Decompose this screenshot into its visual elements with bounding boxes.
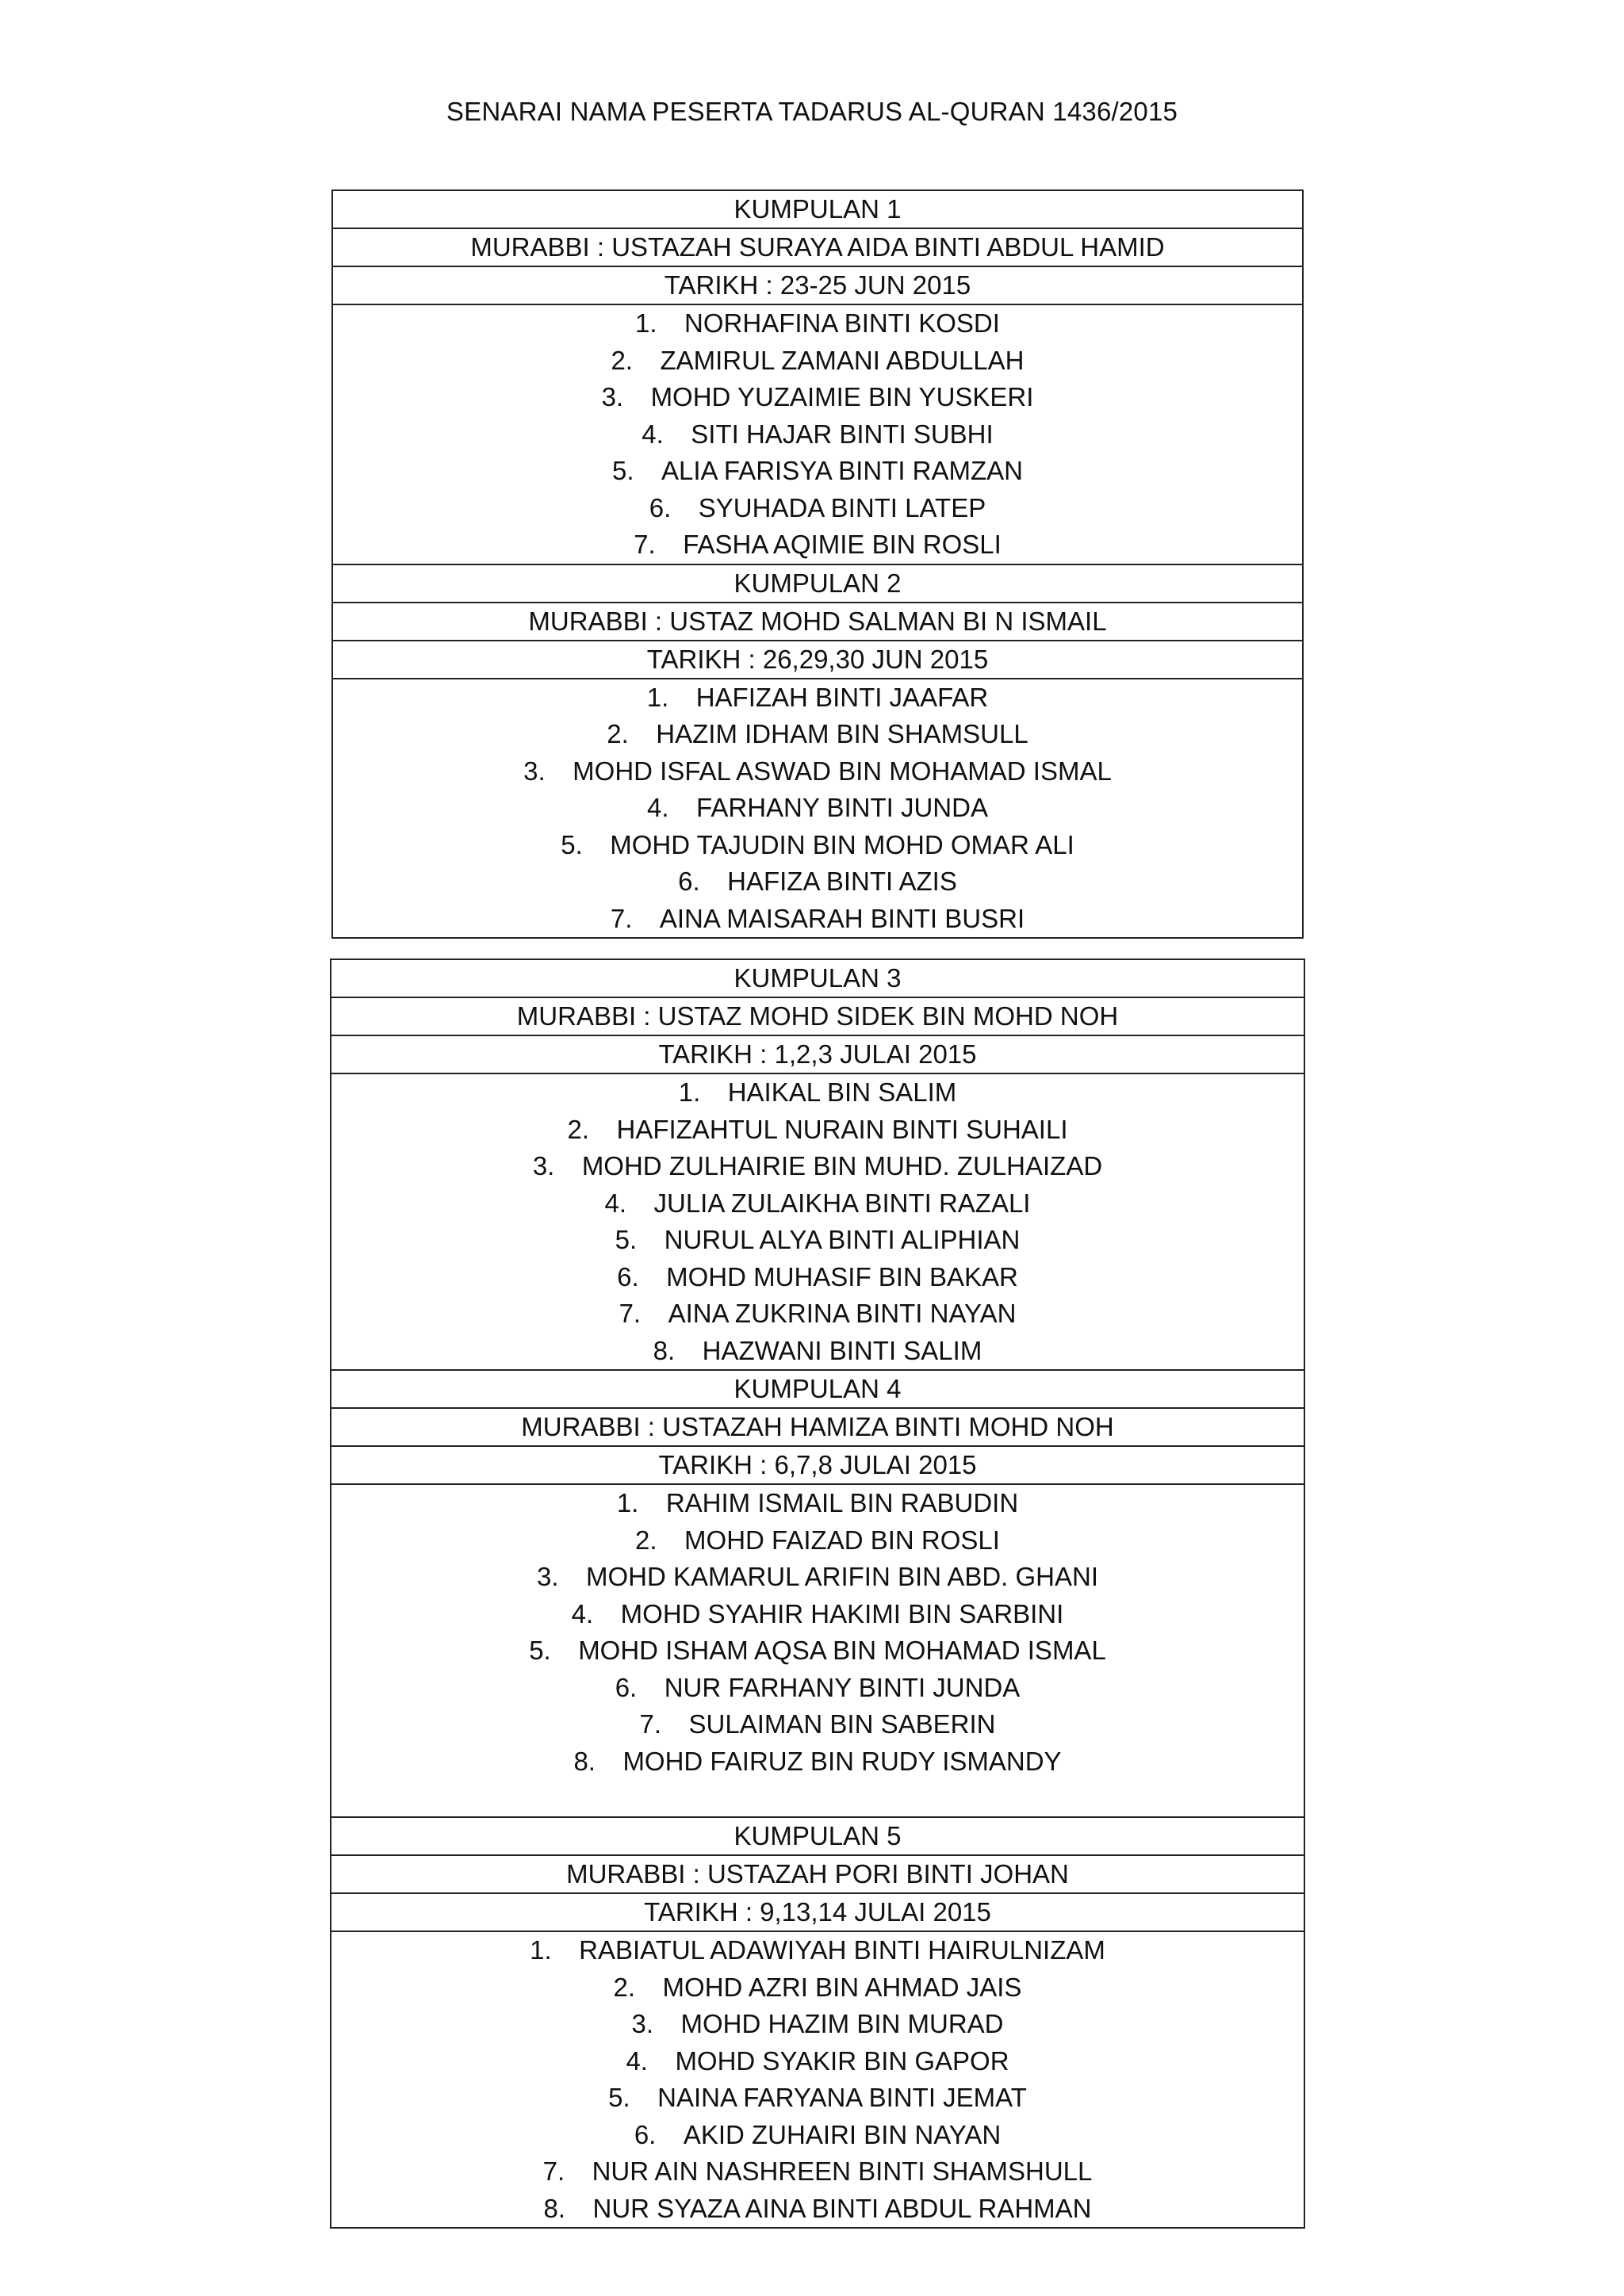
tarikh-row: TARIKH : 1,2,3 JULAI 2015 [331, 1036, 1304, 1074]
list-item: 5. MOHD ISHAM AQSA BIN MOHAMAD ISMAL [529, 1636, 1106, 1665]
list-item: 2. MOHD FAIZAD BIN ROSLI [635, 1525, 1000, 1555]
list-item: 4. JULIA ZULAIKHA BINTI RAZALI [604, 1188, 1031, 1218]
list-item: 1. HAFIZAH BINTI JAAFAR [646, 682, 989, 712]
list-item: 1. RAHIM ISMAIL BIN RABUDIN [616, 1488, 1019, 1517]
list-item: 7. AINA MAISARAH BINTI BUSRI [610, 903, 1025, 933]
tarikh-row: TARIKH : 23-25 JUN 2015 [333, 267, 1302, 305]
list-item: 4. MOHD SYAHIR HAKIMI BIN SARBINI [571, 1598, 1064, 1628]
list-item: 3. MOHD ISFAL ASWAD BIN MOHAMAD ISMAL [523, 756, 1112, 786]
list-item: 3. MOHD KAMARUL ARIFIN BIN ABD. GHANI [536, 1562, 1099, 1591]
list-item: 4. MOHD SYAKIR BIN GAPOR [626, 2045, 1009, 2076]
tarikh-row: TARIKH : 9,13,14 JULAI 2015 [331, 1894, 1304, 1932]
list-item: 3. MOHD ZULHAIRIE BIN MUHD. ZULHAIZAD [532, 1151, 1103, 1181]
list-item: 8. HAZWANI BINTI SALIM [653, 1335, 982, 1365]
murabbi-row: MURABBI : USTAZ MOHD SALMAN BI N ISMAIL [333, 603, 1302, 641]
murabbi-row: MURABBI : USTAZAH SURAYA AIDA BINTI ABDUL HAMID [333, 229, 1302, 267]
kumpulan-header: KUMPULAN 5 [331, 1818, 1304, 1856]
list-item: 1. RABIATUL ADAWIYAH BINTI HAIRULNIZAM [530, 1935, 1105, 1965]
list-item: 8. NUR SYAZA AINA BINTI ABDUL RAHMAN [543, 2193, 1092, 2223]
list-item: 6. AKID ZUHAIRI BIN NAYAN [634, 2119, 1002, 2149]
list-item: 2. HAFIZAHTUL NURAIN BINTI SUHAILI [567, 1114, 1068, 1144]
tarikh-row: TARIKH : 26,29,30 JUN 2015 [333, 641, 1302, 679]
list-item: 2. ZAMIRUL ZAMANI ABDULLAH [611, 345, 1025, 375]
list-item: 1. HAIKAL BIN SALIM [678, 1077, 957, 1107]
member-list [331, 1485, 1304, 1818]
list-item: 7. SULAIMAN BIN SABERIN [639, 1709, 996, 1739]
list-item: 1. NORHAFINA BINTI KOSDI [635, 308, 1000, 338]
tarikh-row: TARIKH : 6,7,8 JULAI 2015 [331, 1447, 1304, 1485]
list-item: 8. MOHD FAIRUZ BIN RUDY ISMANDY [573, 1746, 1062, 1776]
member-list [331, 1932, 1304, 2227]
list-item: 4. FARHANY BINTI JUNDA [647, 793, 988, 822]
list-item: 6. NUR FARHANY BINTI JUNDA [615, 1672, 1021, 1702]
list-item: 2. MOHD AZRI BIN AHMAD JAIS [613, 1972, 1022, 2002]
list-item: 6. HAFIZA BINTI AZIS [678, 867, 957, 896]
member-list [331, 1074, 1304, 1371]
table-kumpulan-1-2 [331, 189, 1304, 939]
page-title: SENARAI NAMA PESERTA TADARUS AL-QURAN 1436/2015 [446, 97, 1178, 126]
list-item: 5. NURUL ALYA BINTI ALIPHIAN [615, 1225, 1021, 1254]
list-item: 3. MOHD YUZAIMIE BIN YUSKERI [601, 382, 1034, 411]
list-item: 3. MOHD HAZIM BIN MURAD [631, 2009, 1004, 2038]
list-item: 7. FASHA AQIMIE BIN ROSLI [634, 530, 1002, 559]
member-list [333, 679, 1302, 938]
member-list [333, 305, 1302, 565]
murabbi-row: MURABBI : USTAZAH PORI BINTI JOHAN [331, 1856, 1304, 1894]
murabbi-row: MURABBI : USTAZ MOHD SIDEK BIN MOHD NOH [331, 998, 1304, 1036]
list-item: 4. SITI HAJAR BINTI SUBHI [642, 419, 994, 449]
list-item: 5. ALIA FARISYA BINTI RAMZAN [611, 456, 1023, 485]
kumpulan-header: KUMPULAN 4 [331, 1371, 1304, 1409]
list-item: 5. NAINA FARYANA BINTI JEMAT [608, 2083, 1027, 2112]
kumpulan-header: KUMPULAN 2 [333, 565, 1302, 603]
list-item: 7. AINA ZUKRINA BINTI NAYAN [619, 1299, 1017, 1328]
list-item: 2. HAZIM IDHAM BIN SHAMSULL [607, 719, 1028, 748]
list-item: 6. SYUHADA BINTI LATEP [649, 492, 986, 522]
list-item: 7. NUR AIN NASHREEN BINTI SHAMSHULL [542, 2156, 1093, 2186]
list-item: 6. MOHD MUHASIF BIN BAKAR [617, 1261, 1018, 1292]
kumpulan-header: KUMPULAN 3 [331, 960, 1304, 998]
list-item: 5. MOHD TAJUDIN BIN MOHD OMAR ALI [561, 829, 1074, 859]
table-kumpulan-3-5 [330, 959, 1305, 2229]
murabbi-row: MURABBI : USTAZAH HAMIZA BINTI MOHD NOH [331, 1409, 1304, 1447]
kumpulan-header: KUMPULAN 1 [333, 191, 1302, 229]
